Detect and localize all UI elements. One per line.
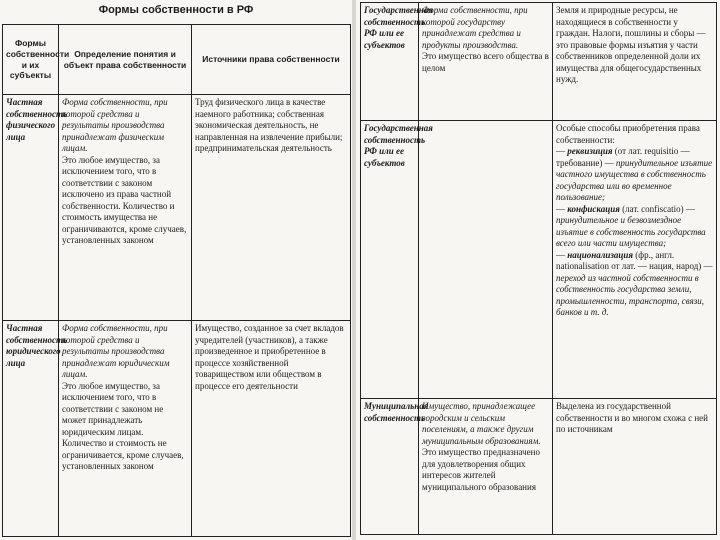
definition-cell	[59, 321, 192, 537]
header-sources: Источники права собственности	[192, 25, 351, 95]
item-note: (лат. confiscatio) —	[622, 203, 695, 214]
definition-cell	[419, 121, 553, 399]
acquisition-intro: Особые способы приобретения права собственности:	[556, 123, 700, 145]
table-row	[361, 3, 717, 121]
sources-cell: Труд физического лица в качестве наемного работника; собственная экономическая деятельность, не направленная на извлечение прибыли; предпринимательская деятельность	[192, 95, 351, 321]
definition-text: Это имущество всего общества в целом	[422, 51, 549, 73]
list-item: — реквизиция (от лат. requisitio — требование) — принудительное изъятие частного имущества в собственность государства или во временное пользование;	[556, 146, 713, 203]
ownership-forms-table-left	[2, 24, 351, 537]
item-note: (фр., англ. nationalisation от лат. — нация, народ) —	[556, 249, 713, 272]
subject-cell: Государственная собственность РФ или ее субъектов	[361, 121, 419, 399]
item-term: национализация	[567, 249, 634, 260]
left-page	[0, 0, 352, 540]
sources-cell: Имущество, созданное за счет вкладов учредителей (участников), а также произведенное и приобретенное в процессе хозяйственной товариществом или обществом в процессе его деятельности	[192, 321, 351, 537]
item-term: реквизиция	[567, 146, 613, 157]
ownership-forms-table-right	[360, 2, 717, 535]
subject-cell: Государственная собственность РФ или ее субъектов	[361, 3, 419, 121]
table-title: Формы собственности в РФ	[98, 4, 254, 16]
item-term: конфискация	[567, 203, 620, 214]
definition-text: Это имущество предназначено для удовлетворения общих интересов жителей муниципального образования	[422, 447, 540, 492]
table-row	[361, 121, 717, 399]
definition-italic: Форма собственности, при которой средства и результаты производства принадлежат физическим лицам.	[62, 97, 168, 154]
definition-text: Это любое имущество, за исключением того, что в соответствии с законом исключено из права частной собственности. Количество и стоимость имущества не ограничиваются, кроме случаев, установленных законом	[62, 154, 187, 246]
item-text: принудительное изъятие частного имущества в собственность государства или во временное пользование;	[556, 157, 713, 203]
sources-cell: Выделена из государственной собственности и во многом схожа с ней по источникам	[553, 399, 717, 535]
item-text: переход из частной собственности в собственность государства земли, промышленности, транспорта, связи, банков и т. д.	[556, 272, 705, 318]
header-definition: Определение понятия и объект права собственности	[59, 25, 192, 95]
list-item: — конфискация (лат. confiscatio) — принудительное и безвозмездное изъятие в собственность государства всего или части имущества;	[556, 203, 706, 249]
definition-italic: Форма собственности, при которой государству принадлежат средства и продукты производства.	[422, 5, 528, 50]
definition-text: Это любое имущество, за исключением того, что в соответствии с законом не может принадлежать юридическим лицам. Количество и стоимость не ограничивается, кроме случаев, установленных законом	[62, 380, 184, 472]
definition-italic: Имущество, принадлежащее городским и сельским поселениям, а также другим муниципальным образованиям.	[422, 401, 541, 446]
table-row	[361, 399, 717, 535]
definition-cell	[419, 3, 553, 121]
table-row	[3, 321, 351, 537]
definition-cell	[59, 95, 192, 321]
subject-cell: Частная собственность юридического лица	[3, 321, 59, 537]
sources-cell: Земля и природные ресурсы, не находящиеся в собственности у граждан. Налоги, пошлины и сборы — это правовые формы изъятия у части собственников определенной доли их имущества для общегосударственных нужд.	[553, 3, 717, 121]
item-note: (от лат. requisitio — требование) —	[556, 146, 690, 168]
header-subjects: Формы собственности и их субъекты	[3, 25, 59, 95]
definition-cell	[419, 399, 553, 535]
subject-cell: Муниципальная собственность	[361, 399, 419, 535]
table-row	[3, 95, 351, 321]
list-item: — национализация (фр., англ. nationalisation от лат. — нация, народ) — переход из частной собственности в собственность государства земли, промышленности, транспорта, связи, банков и т. д.	[556, 249, 713, 318]
definition-italic: Форма собственности, при которой средства и результаты производства принадлежат юридическим лицам.	[62, 323, 170, 380]
sources-cell	[553, 121, 717, 399]
subject-cell: Частная собственность физического лица	[3, 95, 59, 321]
right-page	[356, 0, 720, 540]
item-text: принудительное и безвозмездное изъятие в собственность государства всего или части имущества;	[556, 215, 706, 249]
header-row	[3, 25, 351, 95]
